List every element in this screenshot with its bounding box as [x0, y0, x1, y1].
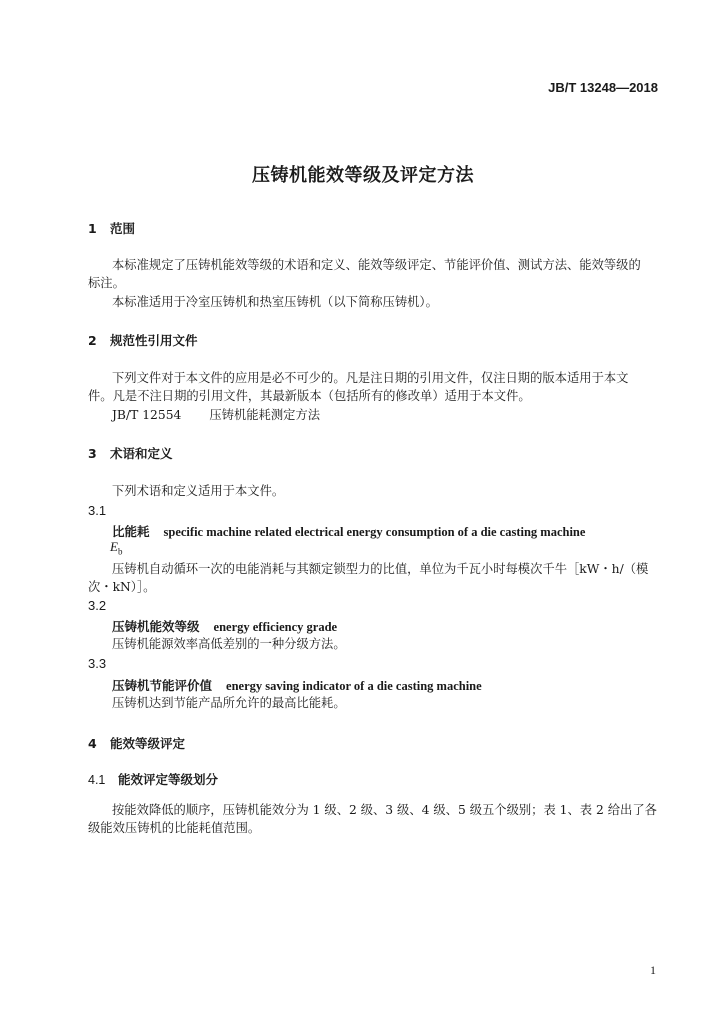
symbol-letter: E	[110, 539, 118, 554]
section-3-heading	[88, 444, 173, 462]
term-english: specific machine related electrical energy consumption of a die casting machine	[163, 525, 586, 539]
section-1-heading	[88, 219, 135, 237]
page-number: 1	[650, 963, 656, 977]
reference-code: JB/T 12554	[112, 408, 182, 422]
term-english: energy saving indicator of a die casting machine	[226, 679, 482, 693]
reference-title: 压铸机能耗测定方法	[209, 408, 321, 422]
section-3-intro: 下列术语和定义适用于本文件。	[112, 484, 285, 498]
section-number: 2	[88, 333, 97, 348]
term-3-2	[112, 617, 337, 635]
section-2-heading	[88, 331, 198, 349]
term-3-3	[112, 676, 482, 694]
term-chinese: 压铸机节能评价值	[112, 678, 213, 693]
section-1-paragraph-1-line-1: 本标准规定了压铸机能效等级的术语和定义、能效等级评定、节能评价值、测试方法、能效等级的	[112, 258, 641, 272]
section-number: 1	[88, 221, 97, 236]
section-1-paragraph-1-line-2: 标注。	[88, 276, 125, 290]
section-title: 范围	[110, 221, 136, 236]
section-2-paragraph-line-1: 下列文件对于本文件的应用是必不可少的。凡是注日期的引用文件，仅注日期的版本适用于本文	[112, 371, 629, 385]
subsection-title: 能效评定等级划分	[118, 772, 219, 787]
document-title: 压铸机能效等级及评定方法	[252, 165, 474, 186]
section-2-paragraph-line-2: 件。凡是不注日期的引用文件，其最新版本（包括所有的修改单）适用于本文件。	[88, 389, 531, 403]
section-title: 能效等级评定	[110, 736, 186, 751]
term-chinese: 比能耗	[112, 524, 150, 539]
normative-reference	[112, 406, 320, 424]
term-3-1-definition-line-1: 压铸机自动循环一次的电能消耗与其额定锁型力的比值，单位为千瓦小时每模次千牛［kW・h/（模	[112, 562, 649, 576]
symbol-subscript: b	[117, 546, 123, 557]
term-3-3-definition: 压铸机达到节能产品所允许的最高比能耗。	[112, 696, 346, 710]
section-title: 术语和定义	[110, 446, 173, 461]
section-number: 3	[88, 446, 97, 461]
section-1-paragraph-2: 本标准适用于冷室压铸机和热室压铸机（以下简称压铸机）。	[112, 295, 438, 309]
section-title: 规范性引用文件	[110, 333, 198, 348]
term-3-1	[112, 522, 585, 540]
term-3-3-number: 3.3	[88, 656, 107, 671]
subsection-number: 4.1	[88, 773, 106, 787]
section-number: 4	[88, 736, 97, 751]
term-chinese: 压铸机能效等级	[112, 619, 200, 634]
section-4-heading	[88, 734, 185, 752]
subsection-4-1-paragraph-line-2: 级能效压铸机的比能耗值范围。	[88, 821, 261, 835]
term-3-1-definition-line-2: 次・kN）］。	[88, 580, 156, 594]
term-3-2-definition: 压铸机能源效率高低差别的一种分级方法。	[112, 637, 346, 651]
term-3-1-number: 3.1	[88, 503, 107, 518]
term-english: energy efficiency grade	[213, 620, 338, 634]
term-3-1-symbol	[110, 539, 122, 557]
standard-number: JB/T 13248—2018	[548, 80, 658, 95]
subsection-4-1-paragraph-line-1: 按能效降低的顺序，压铸机能效分为 1 级、2 级、3 级、4 级、5 级五个级别；表 1、表 2 给出了各	[112, 803, 657, 817]
term-3-2-number: 3.2	[88, 598, 107, 613]
subsection-4-1-heading	[88, 770, 218, 788]
